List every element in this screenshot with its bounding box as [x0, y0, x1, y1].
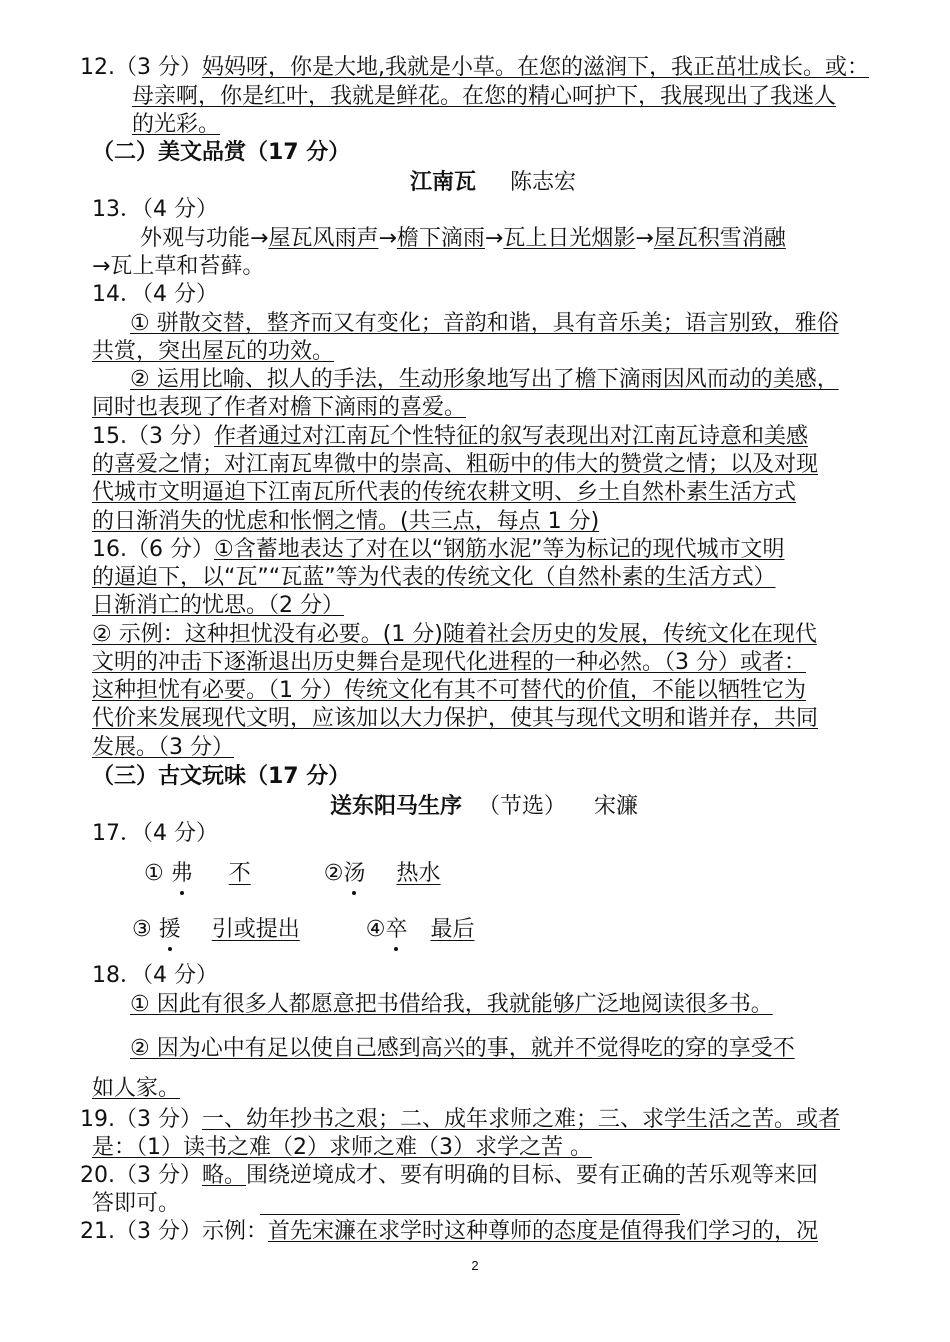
section-2-heading: （二）美文品赏（17 分） [92, 140, 351, 165]
q15-answer-line-3: 代城市文明逼迫下江南瓦所代表的传统农耕文明、乡土自然朴素生活方式 [92, 480, 797, 505]
q16-answer-line-4: ② 示例：这种担忧没有必要。(1 分)随着社会历史的发展，传统文化在现代 [92, 622, 817, 647]
q13-step-2: 檐下滴雨 [396, 226, 485, 251]
q17-label: 17．（4 分） [92, 821, 218, 846]
q12-answer-line-3: 的光彩。 [132, 112, 221, 137]
q20-label: 20.（3 分） [80, 1163, 202, 1188]
q12-label: 12.（3 分） [80, 55, 202, 80]
q17-row-2 [132, 916, 491, 944]
article-title-song-dongyang: 送东阳马生序 [330, 793, 463, 819]
q17-item-3-number: ③ [132, 917, 152, 942]
section-2-article-title-line [410, 168, 576, 196]
q19-answer-line-2: 是：（1）读书之难（2）求师之难（3）求学之苦 。 [92, 1135, 592, 1160]
q20-line-1 [80, 1162, 818, 1190]
q12-answer-line-1: 妈妈呀，你是大地,我就是小草。在您的滋润下，我正茁壮成长。或： [201, 55, 869, 80]
section-3-article-title-line [330, 792, 638, 820]
q16-answer-line-8: 发展。（3 分） [92, 735, 234, 760]
article-subtitle-excerpt: （节选） [478, 794, 567, 819]
q17-item-4-answer: 最后 [430, 917, 475, 942]
q13-arrow-2: → [484, 226, 504, 251]
q16-answer-line-5: 文明的冲击下逐渐退出历史舞台是现代化进程的一种必然。（3 分）或者： [92, 650, 806, 675]
article-title-jiangnan-wa: 江南瓦 [410, 169, 477, 195]
q17-row-1 [144, 860, 465, 888]
q17-item-1-char: 弗 [170, 861, 193, 886]
q17-item-4-number: ④ [365, 917, 386, 942]
section-3-heading: （三）古文玩味（17 分） [92, 764, 351, 789]
article-author-song-lian: 宋濂 [594, 794, 639, 819]
q17-item-1-number: ① [144, 861, 164, 886]
q14-answer-a-line-1: ① 骈散交替，整齐而又有变化；音韵和谐，具有音乐美；语言别致，雅俗 [130, 311, 839, 336]
q13-step-4: 屋瓦积雪消融 [653, 226, 786, 251]
q14-answer-a-line-2: 共赏，突出屋瓦的功效。 [92, 339, 335, 364]
q18-label: 18．（4 分） [92, 963, 218, 988]
q17-item-2-answer: 热水 [396, 861, 441, 886]
q16-answer-line-1: ①含蓄地表达了对在以“钢筋水泥”等为标记的现代城市文明 [213, 537, 785, 562]
q17-item-2-number: ② [323, 861, 344, 886]
q13-arrow-3: → [635, 226, 654, 251]
q16-answer-line-2: 的逼迫下，以“瓦”“瓦蓝”等为代表的传统文化（自然朴素的生活方式） [92, 565, 776, 590]
q15-answer-line-4: 的日渐消失的忧虑和怅惘之情。(共三点，每点 1 分) [92, 509, 600, 534]
q18-answer-b-line-2: 如人家。 [92, 1076, 181, 1101]
page-number: 2 [471, 1258, 479, 1273]
q19-line-1 [80, 1106, 840, 1134]
q13-arrow-1: → [378, 226, 397, 251]
q16-line-1 [92, 536, 785, 564]
q14-answer-b-line-1: ② 运用比喻、拟人的手法，生动形象地写出了檐下滴雨因风而动的美感， [130, 367, 839, 392]
q18-answer-a: ① 因此有很多人都愿意把书借给我，我就能够广泛地阅读很多书。 [130, 992, 773, 1017]
q13-step-1: 屋瓦风雨声 [268, 226, 379, 251]
article-author-chen-zhihong: 陈志宏 [510, 170, 577, 195]
q21-prefix: 示例： [201, 1219, 268, 1244]
q17-item-3-answer: 引或提出 [211, 917, 300, 942]
q20-answer-line-2: 答即可。 [92, 1191, 181, 1216]
q16-answer-line-7: 代价来发展现代文明，应该加以大力保护，使其与现代文明和谐并存，共同 [92, 706, 819, 731]
q15-answer-line-2: 的喜爱之情；对江南瓦卑微中的崇高、粗砺中的伟大的赞赏之情；以及对现 [92, 452, 819, 477]
q17-item-4-char: 卒 [385, 917, 408, 942]
q19-answer-line-1: 一、幼年抄书之艰；二、成年求师之难；三、求学生活之苦。或者 [201, 1107, 840, 1132]
q15-label: 15.（3 分） [92, 424, 214, 449]
q15-answer-line-1: 作者通过对江南瓦个性特征的叙写表现出对江南瓦诗意和美感 [213, 424, 808, 449]
q13-prefix: 外观与功能→ [140, 226, 269, 251]
q21-line-1 [80, 1218, 818, 1246]
q16-label: 16.（6 分） [92, 537, 214, 562]
q20-answer-underlined: 略。 [201, 1163, 246, 1188]
q21-answer-line-1: 首先宋濂在求学时这种尊师的态度是值得我们学习的，况 [268, 1219, 819, 1244]
q18-answer-b-line-1: ② 因为心中有足以使自己感到高兴的事，就并不觉得吃的穿的享受不 [130, 1036, 795, 1061]
q19-label: 19.（3 分） [80, 1107, 202, 1132]
q12-line-1 [80, 54, 869, 82]
q17-item-3-char: 援 [158, 917, 181, 942]
q12-answer-line-2: 母亲啊，你是红叶，我就是鲜花。在您的精心呵护下，我展现出了我迷人 [132, 84, 837, 109]
q20-blank-rule [260, 1214, 680, 1215]
q14-label: 14．（4 分） [92, 282, 218, 307]
q17-item-2-char: 汤 [343, 861, 366, 886]
q13-label: 13．（4 分） [92, 197, 218, 222]
q17-item-1-answer: 不 [228, 861, 251, 886]
q21-label: 21.（3 分） [80, 1219, 202, 1244]
q16-answer-line-6: 这种担忧有必要。（1 分）传统文化有其不可替代的价值，不能以牺牲它为 [92, 678, 806, 703]
q14-answer-b-line-2: 同时也表现了作者对檐下滴雨的喜爱。 [92, 395, 467, 420]
q16-answer-line-3: 日渐消亡的忧思。（2 分） [92, 593, 344, 618]
q20-answer-rest: 围绕逆境成才、要有明确的目标、要有正确的苦乐观等来回 [246, 1163, 819, 1188]
q13-step-3: 瓦上日光烟影 [503, 226, 636, 251]
q13-answer-line-1 [140, 225, 786, 253]
q13-answer-line-2: →瓦上草和苔藓。 [92, 254, 265, 279]
q15-line-1 [92, 423, 808, 451]
